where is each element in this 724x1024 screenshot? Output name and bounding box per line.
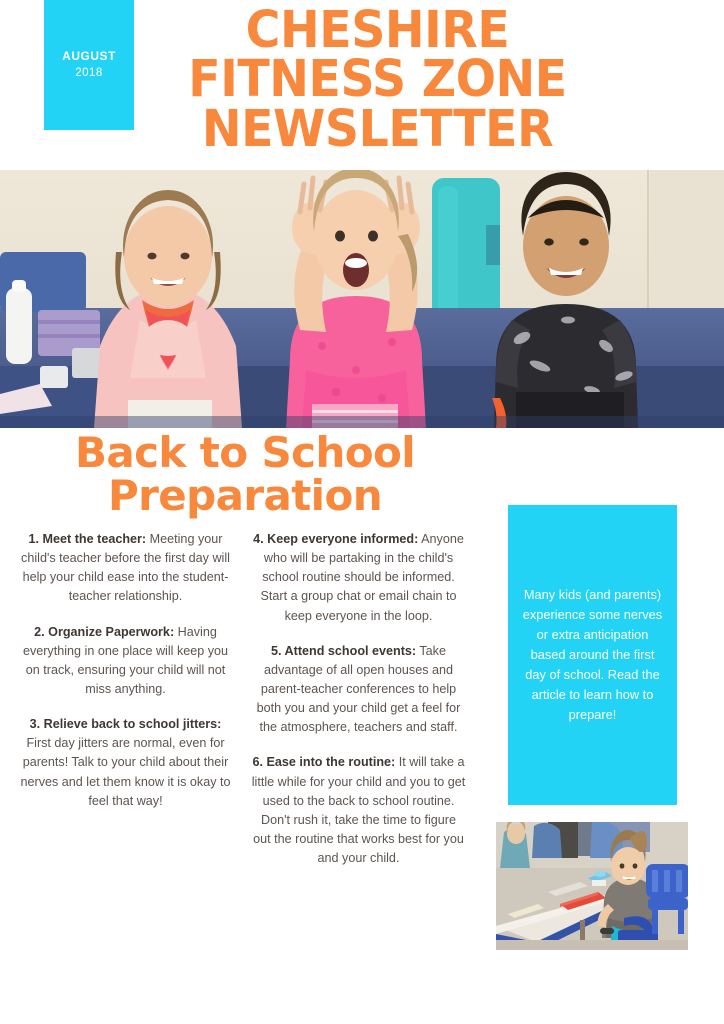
masthead-line-3: NEWSLETTER: [201, 99, 554, 159]
tip-body: Meeting your child's teacher before the first day will help your child ease into the student-teacher relationship.: [21, 532, 230, 604]
callout-box: [508, 505, 677, 805]
tip-body: It will take a little while for your child and you to get used to the back to school routine. Don't rush it, take the time to figure out the routine that works best for you and your child.: [251, 755, 466, 866]
tip-lead: 5. Attend school events:: [271, 643, 417, 658]
tip-item: [251, 642, 466, 738]
tips-column-left: [18, 530, 233, 884]
masthead-title: [150, 1, 605, 159]
section-title-line-2: Preparation: [107, 470, 383, 520]
hero-photo-illustration: [0, 170, 724, 428]
side-photo: [496, 822, 688, 950]
tip-item: [18, 623, 233, 700]
tip-body: First day jitters are normal, even for parents! Talk to your child about their nerves and let them know it is okay to feel that way!: [20, 736, 231, 808]
tip-item: [251, 753, 466, 868]
side-photo-illustration: [496, 822, 688, 950]
tip-lead: 1. Meet the teacher:: [28, 532, 147, 546]
tip-lead: 6. Ease into the routine:: [252, 755, 396, 770]
tip-body: Anyone who will be partaking in the child's school routine should be informed. Start a group chat or email chain to keep everyone in the loop.: [260, 532, 464, 623]
tip-item: [18, 530, 233, 607]
tip-item: [251, 530, 466, 626]
callout-text: Many kids (and parents) experience some nerves or extra anticipation based around the first day of school. Read the article to learn how to prepare!: [522, 587, 663, 722]
date-badge-month: AUGUST: [62, 48, 116, 63]
masthead-line-1: CHESHIRE: [245, 1, 510, 60]
tip-lead: 3. Relieve back to school jitters:: [29, 717, 222, 732]
tip-item: [18, 715, 233, 811]
newsletter-header: [0, 0, 724, 170]
section-title: [0, 428, 490, 520]
tips-columns: [0, 530, 484, 884]
date-badge-year: 2018: [75, 67, 103, 80]
section-title-line-1: Back to School: [74, 428, 416, 477]
date-badge: [44, 0, 134, 130]
masthead-line-2: FITNESS ZONE: [188, 50, 567, 110]
tip-body: Having everything in one place will keep you on track, ensuring your child will not miss anything.: [22, 624, 229, 696]
tip-lead: 2. Organize Paperwork:: [34, 624, 175, 639]
tip-lead: 4. Keep everyone informed:: [253, 532, 419, 546]
hero-photo: [0, 170, 724, 428]
tip-body: Take advantage of all open houses and parent-teacher conferences to help both you and your child get a feel for the atmosphere, teachers and staff.: [256, 643, 461, 735]
tips-column-right: [251, 530, 466, 884]
